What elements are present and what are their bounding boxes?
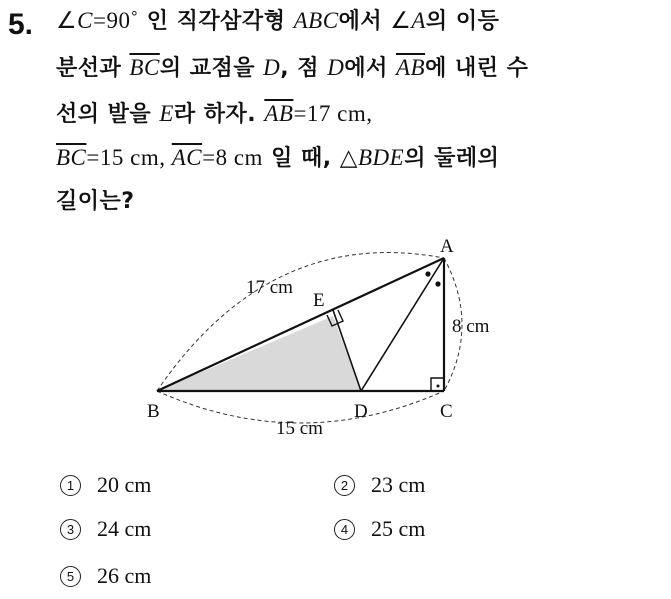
question-text-segment: 의 교점을 [159,56,264,81]
question-text-segment: 에서 [344,56,396,81]
question-text-segment: =17 cm, [293,101,373,126]
choice-mark-5: 5 [60,566,81,587]
question-text-segment: △ [339,145,358,170]
choice-5[interactable] [60,563,151,589]
question-text-segment: $\overline{BC}$ [129,55,160,80]
choice-text-5: 26 cm [97,563,152,588]
question-text-segment: $\overline{AB}$ [264,101,294,126]
question-text-segment: 의 둘레의 [404,146,500,171]
question-number: 5. [8,8,34,41]
choice-1[interactable] [60,472,151,498]
choice-mark-3: 3 [60,519,81,540]
question-text-segment: 길이는? [56,189,135,214]
question-text-segment: $\overline{AC}$ [171,145,203,170]
question-text-segment: E [159,101,174,126]
choice-3[interactable] [60,516,151,542]
question-text-segment: BDE [357,145,405,170]
question-text-segment: 에서 [338,9,391,34]
question-text-segment: 라 하자. [173,102,265,127]
question-text-segment: C [77,8,93,33]
right-angle-mark-c [431,378,444,391]
label-b: B [147,401,160,422]
question-text-segment: 인 직각삼각형 [138,9,294,34]
question-text-segment: 분선과 [56,56,130,81]
question-text-segment: 의 이등 [425,9,500,34]
choice-text-3: 24 cm [97,516,152,541]
choice-text-2: 23 cm [371,472,426,497]
angle-dot-2 [435,281,440,286]
choice-text-4: 25 cm [371,516,426,541]
question-text-segment: ∠ [56,8,78,33]
angle-dot-1 [425,271,430,276]
label-d: D [354,401,368,422]
shaded-triangle-bde [157,316,361,391]
question-text-segment: $\overline{AB}$ [396,55,426,80]
choice-4[interactable] [334,516,425,542]
question-text-segment: D [263,55,281,80]
right-angle-dot-c [437,385,440,388]
choice-mark-4: 4 [334,519,355,540]
question-text-segment: $\overline{BC}$ [56,145,87,170]
question-text-segment: 에 내린 수 [425,56,529,81]
label-ab-length: 17 cm [246,277,293,298]
question-text-segment: 선의 발을 [56,102,160,127]
question-text-segment: ∠ [390,8,412,33]
choice-mark-1: 1 [60,475,81,496]
question-text-segment: =90˚ [92,8,139,33]
label-bc-length: 15 cm [276,418,323,439]
label-e: E [313,290,325,311]
question-text-segment: D [327,55,345,80]
question-text-segment: 일 때, [262,146,340,171]
choice-text-1: 20 cm [97,472,152,497]
question-text-segment: =15 cm, [86,145,172,170]
question-text-segment: ABC [293,8,339,33]
choice-2[interactable] [334,472,425,498]
question-text-segment: =8 cm [202,145,263,170]
question-text-segment: , 점 [280,56,328,81]
question-text-segment: A [411,8,426,33]
choice-mark-2: 2 [334,475,355,496]
label-c: C [440,401,453,422]
label-a: A [440,236,454,257]
label-ac-length: 8 cm [452,316,490,337]
